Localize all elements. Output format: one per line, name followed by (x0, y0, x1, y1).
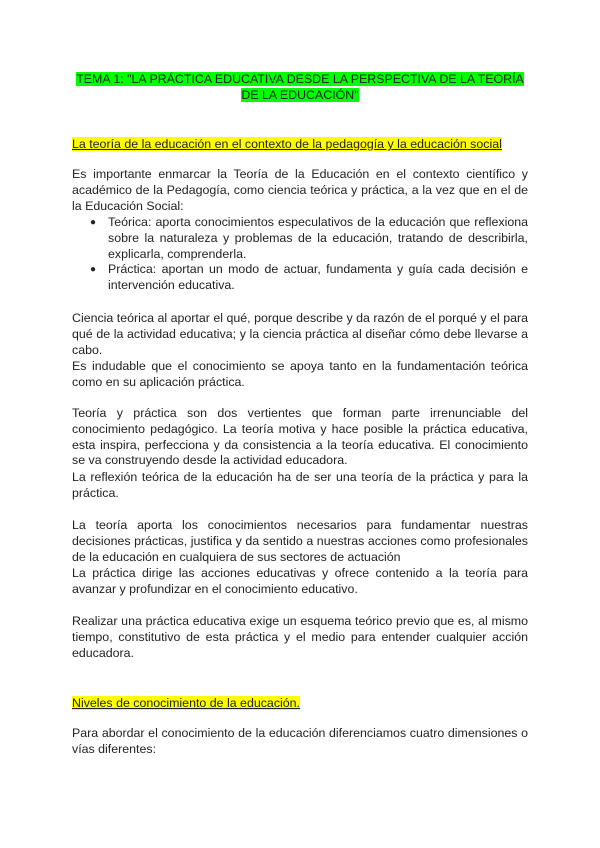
paragraph-dimensiones: Para abordar el conocimiento de la educación diferenciamos cuatro dimensiones o vías diferentes: (72, 726, 528, 756)
document-title (72, 71, 528, 103)
paragraph-ciencia-teorica: Ciencia teórica al aportar el qué, porque describe y da razón de el porqué y el para qué de la actividad educativa; y la ciencia práctica al diseñar cómo debe llevarse a cabo. (72, 311, 528, 357)
bullet-icon: ● (90, 217, 97, 228)
intro-paragraph: Es importante enmarcar la Teoría de la Educación en el contexto científico y académico de la Pedagogía, como ciencia teórica y práctica, a la vez que en el de la Educación Social: (72, 167, 528, 213)
paragraph-practica-educativa: Realizar una práctica educativa exige un esquema teórico previo que es, al mismo tiempo, constitutivo de esta práctica y el medio para entender cualquier acción educadora. (72, 614, 528, 660)
paragraph-teoria-practica: Teoría y práctica son dos vertientes que forman parte irrenunciable del conocimiento pedagógico. La teoría motiva y hace posible la práctica educativa, esta inspira, perfecciona y da consistencia a la teoría educativa. El conocimiento se va construyendo desde la actividad educadora. (72, 406, 528, 468)
bullet-list (72, 215, 528, 294)
section-heading-theory-context: La teoría de la educación en el contexto de la pedagogía y la educación social (72, 137, 502, 151)
document-title-text: TEMA 1: "LA PRÁCTICA EDUCATIVA DESDE LA PERSPECTIVA DE LA TEORÍA DE LA EDUCACIÓN" (76, 72, 524, 102)
bullet-icon: ● (90, 264, 97, 276)
section-heading-niveles: Niveles de conocimiento de la educación. (72, 696, 300, 710)
bullet-item-practica: ● Práctica: aportan un modo de actuar, fundamenta y guía cada decisión e intervención educativa. (90, 262, 528, 293)
paragraph-practica-dirige: La práctica dirige las acciones educativas y ofrece contenido a la teoría para avanzar y profundizar en el conocimiento educativo. (72, 566, 528, 596)
paragraph-teoria-aporta: La teoría aporta los conocimientos necesarios para fundamentar nuestras decisiones prácticas, justifica y da sentido a nuestras acciones como profesionales de la educación en cualquiera de sus sectores de actuación (72, 518, 528, 564)
bullet-item-teorica: ● Teórica: aporta conocimientos especulativos de la educación que reflexiona sobre la naturaleza y problemas de la educación, tratando de describirla, explicarla, comprenderla. (90, 215, 528, 261)
paragraph-conocimiento: Es indudable que el conocimiento se apoya tanto en la fundamentación teórica como en su aplicación práctica. (72, 359, 528, 389)
paragraph-reflexion: La reflexión teórica de la educación ha de ser una teoría de la práctica y para la práctica. (72, 470, 528, 500)
